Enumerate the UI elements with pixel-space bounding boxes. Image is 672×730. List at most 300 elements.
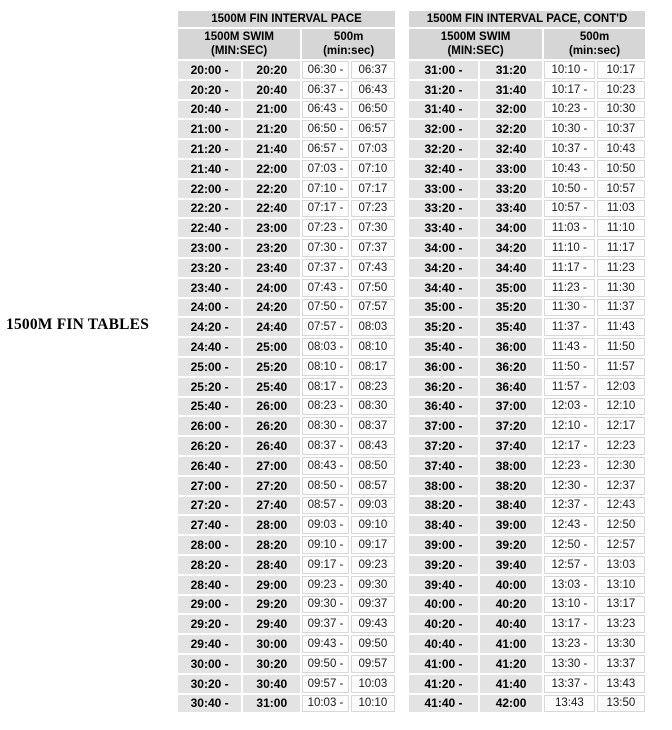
table-title: 1500M FIN INTERVAL PACE bbox=[178, 11, 395, 27]
pace-to-cell: 11:43 bbox=[597, 318, 645, 336]
pace-from-cell: 10:10 - bbox=[544, 61, 595, 79]
pace-from-cell: 10:43 - bbox=[544, 160, 595, 178]
table-row bbox=[178, 536, 395, 554]
swim-to-cell: 36:40 bbox=[480, 378, 542, 396]
swim-to-cell: 24:40 bbox=[243, 318, 300, 336]
swim-from-cell: 31:00 - bbox=[409, 61, 478, 79]
swim-from-cell: 39:20 - bbox=[409, 556, 478, 574]
swim-from-cell: 38:00 - bbox=[409, 477, 478, 495]
swim-to-cell: 23:00 bbox=[243, 219, 300, 237]
pace-to-cell: 07:10 bbox=[351, 160, 395, 178]
swim-from-cell: 35:00 - bbox=[409, 299, 478, 317]
pace-to-cell: 12:10 bbox=[597, 398, 645, 416]
pace-from-cell: 11:43 - bbox=[544, 338, 595, 356]
table-row bbox=[178, 358, 395, 376]
swim-from-cell: 32:00 - bbox=[409, 120, 478, 138]
table-row bbox=[409, 279, 645, 297]
table-row bbox=[178, 635, 395, 653]
pace-to-cell: 13:10 bbox=[597, 576, 645, 594]
swim-from-cell: 26:00 - bbox=[178, 417, 241, 435]
pace-from-cell: 13:30 - bbox=[544, 655, 595, 673]
pace-to-cell: 11:50 bbox=[597, 338, 645, 356]
table-row bbox=[409, 576, 645, 594]
swim-from-cell: 26:40 - bbox=[178, 457, 241, 475]
swim-to-cell: 31:20 bbox=[480, 61, 542, 79]
swim-to-cell: 39:40 bbox=[480, 556, 542, 574]
pace-from-cell: 10:17 - bbox=[544, 81, 595, 99]
swim-from-cell: 36:40 - bbox=[409, 398, 478, 416]
pace-from-cell: 11:17 - bbox=[544, 259, 595, 277]
swim-from-cell: 30:40 - bbox=[178, 695, 241, 713]
pace-to-cell: 12:50 bbox=[597, 516, 645, 534]
swim-from-cell: 27:40 - bbox=[178, 516, 241, 534]
pace-to-cell: 07:57 bbox=[351, 299, 395, 317]
pace-from-cell: 10:03 - bbox=[302, 695, 348, 713]
swim-to-cell: 30:40 bbox=[243, 675, 300, 693]
pace-to-cell: 10:03 bbox=[351, 675, 395, 693]
swim-from-cell: 22:20 - bbox=[178, 200, 241, 218]
swim-to-cell: 27:40 bbox=[243, 497, 300, 515]
pace-to-cell: 13:37 bbox=[597, 655, 645, 673]
swim-to-cell: 35:20 bbox=[480, 299, 542, 317]
pace-from-cell: 09:37 - bbox=[302, 615, 348, 633]
pace-from-cell: 12:43 - bbox=[544, 516, 595, 534]
swim-to-cell: 30:20 bbox=[243, 655, 300, 673]
table-row bbox=[178, 576, 395, 594]
pace-from-cell: 07:50 - bbox=[302, 299, 348, 317]
fin-pace-table bbox=[176, 9, 397, 714]
swim-from-cell: 25:40 - bbox=[178, 398, 241, 416]
swim-to-cell: 25:40 bbox=[243, 378, 300, 396]
table-row bbox=[178, 140, 395, 158]
pace-to-cell: 12:03 bbox=[597, 378, 645, 396]
swim-from-cell: 28:40 - bbox=[178, 576, 241, 594]
pace-from-cell: 11:03 - bbox=[544, 219, 595, 237]
table-row bbox=[409, 596, 645, 614]
pace-from-cell: 08:37 - bbox=[302, 437, 348, 455]
swim-from-cell: 41:40 - bbox=[409, 695, 478, 713]
table-row bbox=[178, 219, 395, 237]
swim-from-cell: 29:20 - bbox=[178, 615, 241, 633]
pace-to-cell: 06:37 bbox=[351, 61, 395, 79]
swim-to-cell: 38:40 bbox=[480, 497, 542, 515]
swim-to-cell: 39:20 bbox=[480, 536, 542, 554]
pace-to-cell: 08:03 bbox=[351, 318, 395, 336]
table-row bbox=[409, 556, 645, 574]
swim-to-cell: 41:40 bbox=[480, 675, 542, 693]
pace-to-cell: 11:10 bbox=[597, 219, 645, 237]
pace-to-cell: 07:50 bbox=[351, 279, 395, 297]
page-title: 1500M FIN TABLES bbox=[6, 316, 150, 333]
pace-from-cell: 10:23 - bbox=[544, 101, 595, 119]
swim-to-cell: 40:40 bbox=[480, 615, 542, 633]
table-body bbox=[409, 61, 645, 712]
pace-to-cell: 13:50 bbox=[597, 695, 645, 713]
pace-from-cell: 12:10 - bbox=[544, 417, 595, 435]
swim-header-line1: 1500M SWIM bbox=[204, 30, 274, 43]
swim-to-cell: 20:40 bbox=[243, 81, 300, 99]
pace-from-cell: 12:03 - bbox=[544, 398, 595, 416]
pace-from-cell: 13:43 bbox=[544, 695, 595, 713]
table-row bbox=[409, 299, 645, 317]
swim-to-cell: 36:20 bbox=[480, 358, 542, 376]
pace-from-cell: 13:10 - bbox=[544, 596, 595, 614]
pace-to-cell: 12:30 bbox=[597, 457, 645, 475]
swim-to-cell: 29:20 bbox=[243, 596, 300, 614]
swim-from-cell: 25:20 - bbox=[178, 378, 241, 396]
swim-header-line2: (MIN:SEC) bbox=[447, 45, 504, 57]
swim-to-cell: 33:00 bbox=[480, 160, 542, 178]
pace-to-cell: 09:37 bbox=[351, 596, 395, 614]
table-row bbox=[178, 81, 395, 99]
swim-from-cell: 28:00 - bbox=[178, 536, 241, 554]
swim-from-cell: 23:00 - bbox=[178, 239, 241, 257]
table-row bbox=[178, 437, 395, 455]
pace-from-cell: 11:50 - bbox=[544, 358, 595, 376]
swim-header-line1: 1500M SWIM bbox=[440, 30, 511, 43]
swim-to-cell: 35:00 bbox=[480, 279, 542, 297]
swim-to-cell: 22:20 bbox=[243, 180, 300, 198]
pace-from-cell: 07:57 - bbox=[302, 318, 348, 336]
swim-from-cell: 21:20 - bbox=[178, 140, 241, 158]
swim-from-cell: 21:00 - bbox=[178, 120, 241, 138]
table-header-row bbox=[409, 29, 645, 59]
swim-to-cell: 32:20 bbox=[480, 120, 542, 138]
pace-to-cell: 08:50 bbox=[351, 457, 395, 475]
interval-pace-table-2 bbox=[407, 9, 647, 714]
table-row bbox=[409, 417, 645, 435]
swim-from-cell: 27:00 - bbox=[178, 477, 241, 495]
pace-from-cell: 13:03 - bbox=[544, 576, 595, 594]
swim-to-cell: 42:00 bbox=[480, 695, 542, 713]
swim-from-cell: 33:00 - bbox=[409, 180, 478, 198]
swim-from-cell: 37:00 - bbox=[409, 417, 478, 435]
swim-to-cell: 25:00 bbox=[243, 338, 300, 356]
pace-to-cell: 07:03 bbox=[351, 140, 395, 158]
table-row bbox=[178, 615, 395, 633]
table-body bbox=[178, 61, 395, 712]
pace-from-cell: 06:30 - bbox=[302, 61, 348, 79]
swim-from-cell: 30:20 - bbox=[178, 675, 241, 693]
swim-from-cell: 40:00 - bbox=[409, 596, 478, 614]
swim-from-cell: 36:20 - bbox=[409, 378, 478, 396]
pace-from-cell: 11:37 - bbox=[544, 318, 595, 336]
swim-to-cell: 26:20 bbox=[243, 417, 300, 435]
pace-to-cell: 09:10 bbox=[351, 516, 395, 534]
pace-from-cell: 13:37 - bbox=[544, 675, 595, 693]
swim-from-cell: 39:40 - bbox=[409, 576, 478, 594]
swim-to-cell: 28:20 bbox=[243, 536, 300, 554]
swim-from-cell: 27:20 - bbox=[178, 497, 241, 515]
table-row bbox=[409, 61, 645, 79]
pace-from-cell: 12:50 - bbox=[544, 536, 595, 554]
swim-to-cell: 37:40 bbox=[480, 437, 542, 455]
pace-from-cell: 06:43 - bbox=[302, 101, 348, 119]
swim-from-cell: 35:20 - bbox=[409, 318, 478, 336]
table-row bbox=[409, 239, 645, 257]
pace-from-cell: 06:37 - bbox=[302, 81, 348, 99]
swim-from-cell: 41:00 - bbox=[409, 655, 478, 673]
swim-from-cell: 22:00 - bbox=[178, 180, 241, 198]
table-row bbox=[409, 101, 645, 119]
pace-column-header bbox=[544, 29, 645, 59]
swim-to-cell: 38:20 bbox=[480, 477, 542, 495]
swim-to-cell: 33:40 bbox=[480, 200, 542, 218]
pace-from-cell: 09:23 - bbox=[302, 576, 348, 594]
pace-to-cell: 10:43 bbox=[597, 140, 645, 158]
table-row bbox=[178, 556, 395, 574]
swim-to-cell: 29:40 bbox=[243, 615, 300, 633]
swim-to-cell: 22:40 bbox=[243, 200, 300, 218]
pace-from-cell: 10:30 - bbox=[544, 120, 595, 138]
swim-to-cell: 38:00 bbox=[480, 457, 542, 475]
pace-to-cell: 08:17 bbox=[351, 358, 395, 376]
table-header-row bbox=[178, 29, 395, 59]
swim-from-cell: 24:00 - bbox=[178, 299, 241, 317]
table-row bbox=[409, 675, 645, 693]
pace-from-cell: 10:57 - bbox=[544, 200, 595, 218]
table-row bbox=[178, 259, 395, 277]
swim-from-cell: 20:40 - bbox=[178, 101, 241, 119]
pace-to-cell: 11:57 bbox=[597, 358, 645, 376]
swim-from-cell: 24:40 - bbox=[178, 338, 241, 356]
pace-to-cell: 09:03 bbox=[351, 497, 395, 515]
pace-from-cell: 08:43 - bbox=[302, 457, 348, 475]
pace-to-cell: 12:17 bbox=[597, 417, 645, 435]
swim-to-cell: 27:00 bbox=[243, 457, 300, 475]
table-title-row bbox=[178, 11, 395, 27]
pace-to-cell: 09:30 bbox=[351, 576, 395, 594]
swim-column-header bbox=[409, 29, 542, 59]
table-title: 1500M FIN INTERVAL PACE, CONT'D bbox=[409, 11, 645, 27]
swim-from-cell: 26:20 - bbox=[178, 437, 241, 455]
swim-from-cell: 33:40 - bbox=[409, 219, 478, 237]
pace-to-cell: 09:23 bbox=[351, 556, 395, 574]
pace-to-cell: 12:37 bbox=[597, 477, 645, 495]
pace-from-cell: 06:50 - bbox=[302, 120, 348, 138]
table-row bbox=[178, 239, 395, 257]
table-row bbox=[178, 398, 395, 416]
swim-to-cell: 40:20 bbox=[480, 596, 542, 614]
table-row bbox=[409, 378, 645, 396]
table-row bbox=[178, 378, 395, 396]
pace-to-cell: 10:30 bbox=[597, 101, 645, 119]
swim-to-cell: 23:20 bbox=[243, 239, 300, 257]
pace-to-cell: 10:37 bbox=[597, 120, 645, 138]
swim-to-cell: 35:40 bbox=[480, 318, 542, 336]
pace-to-cell: 13:03 bbox=[597, 556, 645, 574]
pace-from-cell: 13:17 - bbox=[544, 615, 595, 633]
table-row bbox=[409, 497, 645, 515]
swim-from-cell: 33:20 - bbox=[409, 200, 478, 218]
swim-from-cell: 28:20 - bbox=[178, 556, 241, 574]
table-row bbox=[178, 417, 395, 435]
table-row bbox=[178, 596, 395, 614]
swim-to-cell: 40:00 bbox=[480, 576, 542, 594]
swim-to-cell: 39:00 bbox=[480, 516, 542, 534]
pace-from-cell: 11:23 - bbox=[544, 279, 595, 297]
pace-from-cell: 09:43 - bbox=[302, 635, 348, 653]
swim-from-cell: 34:40 - bbox=[409, 279, 478, 297]
swim-to-cell: 26:40 bbox=[243, 437, 300, 455]
table-row bbox=[409, 120, 645, 138]
pace-to-cell: 07:43 bbox=[351, 259, 395, 277]
table-row bbox=[409, 516, 645, 534]
swim-to-cell: 21:20 bbox=[243, 120, 300, 138]
pace-from-cell: 07:43 - bbox=[302, 279, 348, 297]
pace-to-cell: 11:30 bbox=[597, 279, 645, 297]
pace-from-cell: 10:50 - bbox=[544, 180, 595, 198]
swim-to-cell: 29:00 bbox=[243, 576, 300, 594]
swim-column-header bbox=[178, 29, 300, 59]
pace-from-cell: 09:10 - bbox=[302, 536, 348, 554]
swim-from-cell: 32:20 - bbox=[409, 140, 478, 158]
swim-from-cell: 34:00 - bbox=[409, 239, 478, 257]
pace-from-cell: 08:57 - bbox=[302, 497, 348, 515]
pace-to-cell: 12:23 bbox=[597, 437, 645, 455]
pace-to-cell: 13:43 bbox=[597, 675, 645, 693]
swim-from-cell: 23:40 - bbox=[178, 279, 241, 297]
table-row bbox=[178, 279, 395, 297]
pace-from-cell: 06:57 - bbox=[302, 140, 348, 158]
pace-from-cell: 07:17 - bbox=[302, 200, 348, 218]
pace-from-cell: 09:03 - bbox=[302, 516, 348, 534]
table-row bbox=[409, 536, 645, 554]
pace-to-cell: 09:17 bbox=[351, 536, 395, 554]
swim-from-cell: 37:40 - bbox=[409, 457, 478, 475]
table-row bbox=[409, 180, 645, 198]
swim-from-cell: 32:40 - bbox=[409, 160, 478, 178]
pace-to-cell: 06:43 bbox=[351, 81, 395, 99]
table-row bbox=[409, 81, 645, 99]
table-row bbox=[409, 200, 645, 218]
swim-to-cell: 32:40 bbox=[480, 140, 542, 158]
swim-from-cell: 31:40 - bbox=[409, 101, 478, 119]
table-row bbox=[178, 61, 395, 79]
table-row bbox=[178, 120, 395, 138]
swim-from-cell: 29:00 - bbox=[178, 596, 241, 614]
pace-from-cell: 12:57 - bbox=[544, 556, 595, 574]
swim-to-cell: 37:20 bbox=[480, 417, 542, 435]
table-row bbox=[178, 338, 395, 356]
table-title-row bbox=[409, 11, 645, 27]
table-row bbox=[409, 615, 645, 633]
swim-to-cell: 34:40 bbox=[480, 259, 542, 277]
swim-to-cell: 41:20 bbox=[480, 655, 542, 673]
swim-to-cell: 32:00 bbox=[480, 101, 542, 119]
swim-from-cell: 36:00 - bbox=[409, 358, 478, 376]
pace-header-line1: 500m bbox=[579, 30, 610, 43]
pace-from-cell: 08:03 - bbox=[302, 338, 348, 356]
pace-from-cell: 07:10 - bbox=[302, 180, 348, 198]
pace-to-cell: 08:57 bbox=[351, 477, 395, 495]
swim-from-cell: 40:40 - bbox=[409, 635, 478, 653]
pace-to-cell: 08:23 bbox=[351, 378, 395, 396]
pace-to-cell: 11:03 bbox=[597, 200, 645, 218]
swim-to-cell: 33:20 bbox=[480, 180, 542, 198]
pace-to-cell: 12:43 bbox=[597, 497, 645, 515]
swim-to-cell: 24:20 bbox=[243, 299, 300, 317]
table-row bbox=[409, 160, 645, 178]
pace-from-cell: 07:37 - bbox=[302, 259, 348, 277]
pace-to-cell: 08:43 bbox=[351, 437, 395, 455]
swim-from-cell: 23:20 - bbox=[178, 259, 241, 277]
pace-to-cell: 10:57 bbox=[597, 180, 645, 198]
pace-from-cell: 09:57 - bbox=[302, 675, 348, 693]
pace-to-cell: 10:23 bbox=[597, 81, 645, 99]
pace-to-cell: 07:17 bbox=[351, 180, 395, 198]
pace-from-cell: 08:30 - bbox=[302, 417, 348, 435]
swim-from-cell: 38:20 - bbox=[409, 497, 478, 515]
pace-from-cell: 09:50 - bbox=[302, 655, 348, 673]
pace-to-cell: 13:23 bbox=[597, 615, 645, 633]
pace-from-cell: 07:23 - bbox=[302, 219, 348, 237]
pace-to-cell: 06:50 bbox=[351, 101, 395, 119]
pace-to-cell: 13:30 bbox=[597, 635, 645, 653]
swim-from-cell: 41:20 - bbox=[409, 675, 478, 693]
pace-to-cell: 12:57 bbox=[597, 536, 645, 554]
pace-to-cell: 11:17 bbox=[597, 239, 645, 257]
pace-to-cell: 09:43 bbox=[351, 615, 395, 633]
swim-to-cell: 23:40 bbox=[243, 259, 300, 277]
table-row bbox=[409, 338, 645, 356]
swim-to-cell: 22:00 bbox=[243, 160, 300, 178]
pace-to-cell: 08:37 bbox=[351, 417, 395, 435]
swim-from-cell: 24:20 - bbox=[178, 318, 241, 336]
pace-from-cell: 11:30 - bbox=[544, 299, 595, 317]
table-row bbox=[409, 140, 645, 158]
swim-from-cell: 20:00 - bbox=[178, 61, 241, 79]
table-row bbox=[409, 437, 645, 455]
swim-from-cell: 37:20 - bbox=[409, 437, 478, 455]
swim-from-cell: 21:40 - bbox=[178, 160, 241, 178]
swim-from-cell: 40:20 - bbox=[409, 615, 478, 633]
swim-to-cell: 31:00 bbox=[243, 695, 300, 713]
pace-to-cell: 10:10 bbox=[351, 695, 395, 713]
pace-header-line2: (min:sec) bbox=[323, 45, 375, 57]
table-row bbox=[178, 675, 395, 693]
swim-to-cell: 34:00 bbox=[480, 219, 542, 237]
pace-to-cell: 08:10 bbox=[351, 338, 395, 356]
swim-to-cell: 36:00 bbox=[480, 338, 542, 356]
pace-to-cell: 07:37 bbox=[351, 239, 395, 257]
swim-from-cell: 20:20 - bbox=[178, 81, 241, 99]
swim-to-cell: 27:20 bbox=[243, 477, 300, 495]
pace-to-cell: 06:57 bbox=[351, 120, 395, 138]
pace-to-cell: 13:17 bbox=[597, 596, 645, 614]
pace-from-cell: 11:57 - bbox=[544, 378, 595, 396]
table-row bbox=[409, 398, 645, 416]
swim-to-cell: 20:20 bbox=[243, 61, 300, 79]
swim-from-cell: 29:40 - bbox=[178, 635, 241, 653]
fin-pace-table-contd bbox=[407, 9, 647, 714]
pace-to-cell: 11:37 bbox=[597, 299, 645, 317]
table-row bbox=[409, 318, 645, 336]
pace-from-cell: 08:23 - bbox=[302, 398, 348, 416]
table-row bbox=[178, 200, 395, 218]
swim-from-cell: 30:00 - bbox=[178, 655, 241, 673]
pace-from-cell: 08:17 - bbox=[302, 378, 348, 396]
table-row bbox=[178, 516, 395, 534]
table-row bbox=[178, 457, 395, 475]
pace-header-line1: 500m bbox=[333, 30, 364, 43]
pace-to-cell: 07:23 bbox=[351, 200, 395, 218]
pace-to-cell: 10:17 bbox=[597, 61, 645, 79]
swim-to-cell: 26:00 bbox=[243, 398, 300, 416]
table-row bbox=[409, 219, 645, 237]
pace-from-cell: 08:10 - bbox=[302, 358, 348, 376]
pace-column-header bbox=[302, 29, 395, 59]
